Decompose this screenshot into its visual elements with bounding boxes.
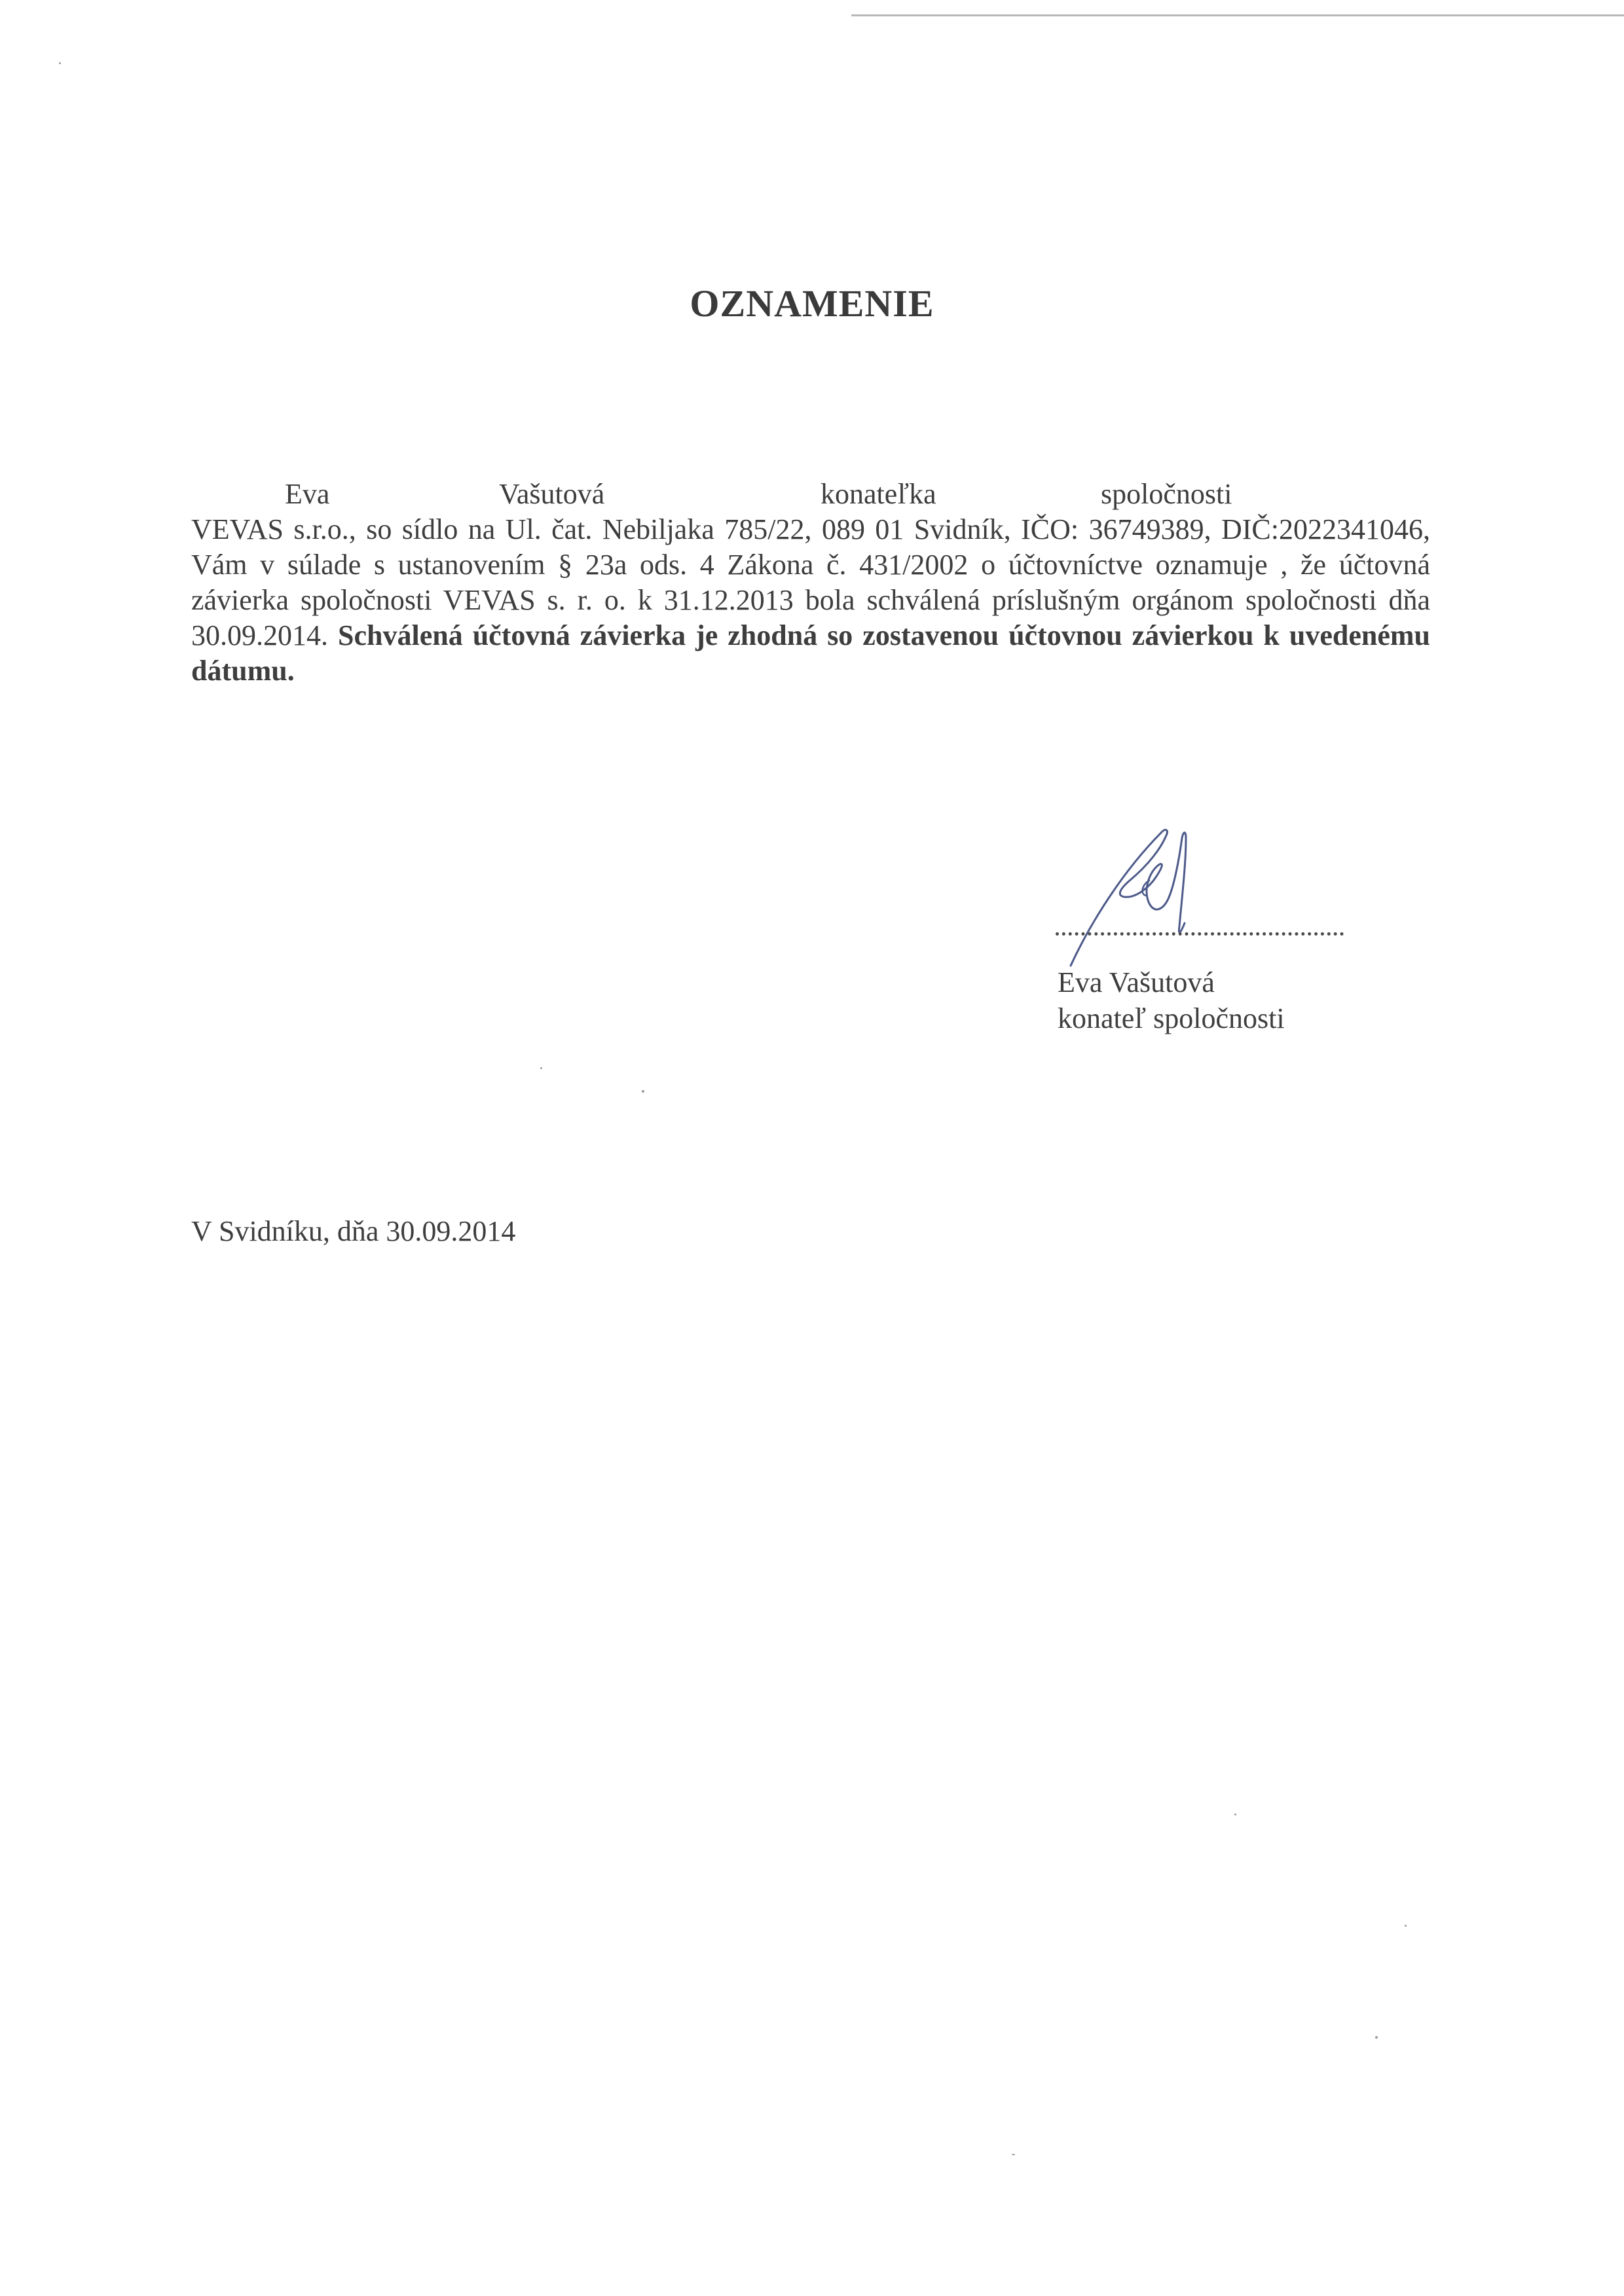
signer-name: Eva Vašutová — [1058, 966, 1215, 998]
scan-speck — [642, 1090, 644, 1093]
scan-speck — [1234, 1813, 1236, 1815]
signature-line — [1056, 932, 1344, 942]
signer-role: konateľ spoločnosti — [1058, 1002, 1285, 1034]
notice-bold-text: Schválená účtovná závierka je zhodná so zostavenou účtovnou závierkou k uvedenému dátumu. — [191, 619, 1430, 687]
scan-speck — [1375, 2036, 1378, 2039]
notice-regular-text: VEVAS s.r.o., so sídlo na Ul. čat. Nebiljaka 785/22, 089 01 Svidník, IČO: 36749389, DIČ:2022341046, Vám v súlade s ustanovením § 23a ods. 4 Zákona č. 431/2002 o účtovníctve oznamuje , že účtovná závierka spoločnosti VEVAS s. r. o. k 31.12.2013 bola schválená príslušným orgánom spoločnosti dňa 30.09.2014. — [191, 513, 1430, 651]
scan-speck — [1012, 2154, 1015, 2155]
scan-speck — [1405, 1925, 1407, 1927]
place-and-date: V Svidníku, dňa 30.09.2014 — [191, 1215, 516, 1247]
handwritten-signature — [1051, 818, 1221, 969]
notice-paragraph — [191, 512, 1430, 689]
role-word: konateľka — [821, 478, 936, 510]
scan-edge-line — [851, 14, 1624, 16]
company-word: spoločnosti — [1101, 478, 1232, 510]
scan-speck — [59, 62, 61, 64]
scan-speck — [540, 1067, 542, 1069]
surname-word: Vašutová — [499, 478, 605, 510]
first-name-word: Eva — [285, 478, 330, 510]
notice-body — [191, 477, 1430, 689]
notice-first-line — [191, 477, 1430, 512]
document-title: OZNAMENIE — [690, 282, 934, 325]
